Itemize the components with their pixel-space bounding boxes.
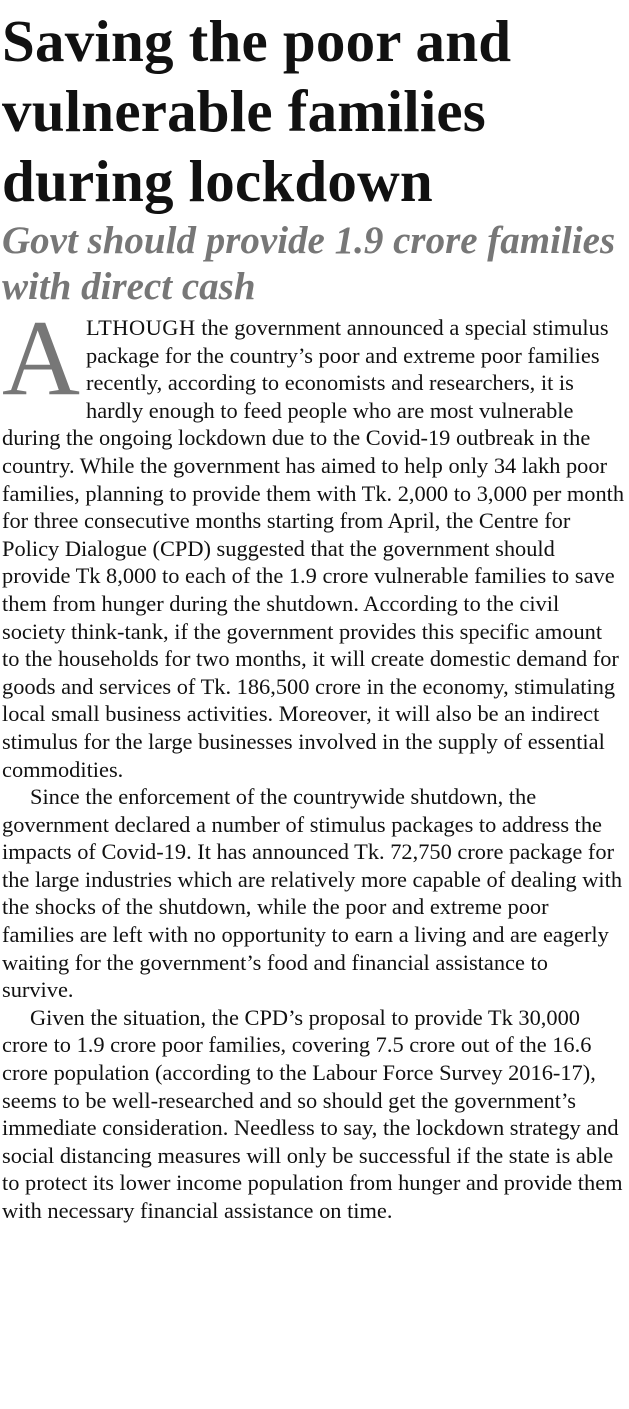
paragraph-1 xyxy=(2,299,625,783)
drop-cap: A xyxy=(2,299,80,418)
paragraph-1-text: the government announced a special stimulus package for the country’s poor and extreme poor families recently, according to economists and researchers, it is hardly enough to feed people who are most vulnerable during the ongoing lockdown due to the Covid-19 outbreak in the country. While the government has aimed to help only 34 lakh poor families, planning to provide them with Tk. 2,000 to 3,000 per month for three consecutive months starting from April, the Centre for Policy Dialogue (CPD) suggested that the government should provide Tk 8,000 to each of the 1.9 crore vulnerable families to save them from hunger during the shutdown. According to the civil society think-tank, if the government provides this specific amount to the households for two months, it will create domestic demand for goods and services of Tk. 186,500 crore in the economy, stimulating local small business activities. Moreover, it will also be an indirect stimulus for the large businesses involved in the supply of essential commodities. xyxy=(2,315,625,782)
article-body xyxy=(2,299,625,1225)
paragraph-3: Given the situation, the CPD’s proposal to provide Tk 30,000 crore to 1.9 crore poor families, covering 7.5 crore out of the 16.6 crore population (according to the Labour Force Survey 2016-17), seems to be well-researched and so should get the government’s immediate consideration. Needless to say, the lockdown strategy and social distancing measures will only be successful if the state is able to protect its lower income population from hunger and provide them with necessary financial assistance on time. xyxy=(2,1004,623,1223)
paragraph-2: Since the enforcement of the countrywide shutdown, the government declared a number of stimulus packages to address the impacts of Covid-19. It has announced Tk. 72,750 crore package for the large industries which are relatively more capable of dealing with the shocks of the shutdown, while the poor and extreme poor families are left with no opportunity to earn a living and are eagerly waiting for the government’s food and financial assistance to survive. xyxy=(2,784,623,1003)
subheadline: Govt should provide 1.9 crore families with direct cash xyxy=(2,219,616,308)
headline: Saving the poor and vulnerable families during lockdown xyxy=(2,8,512,214)
lead-in: LTHOUGH xyxy=(86,315,196,340)
